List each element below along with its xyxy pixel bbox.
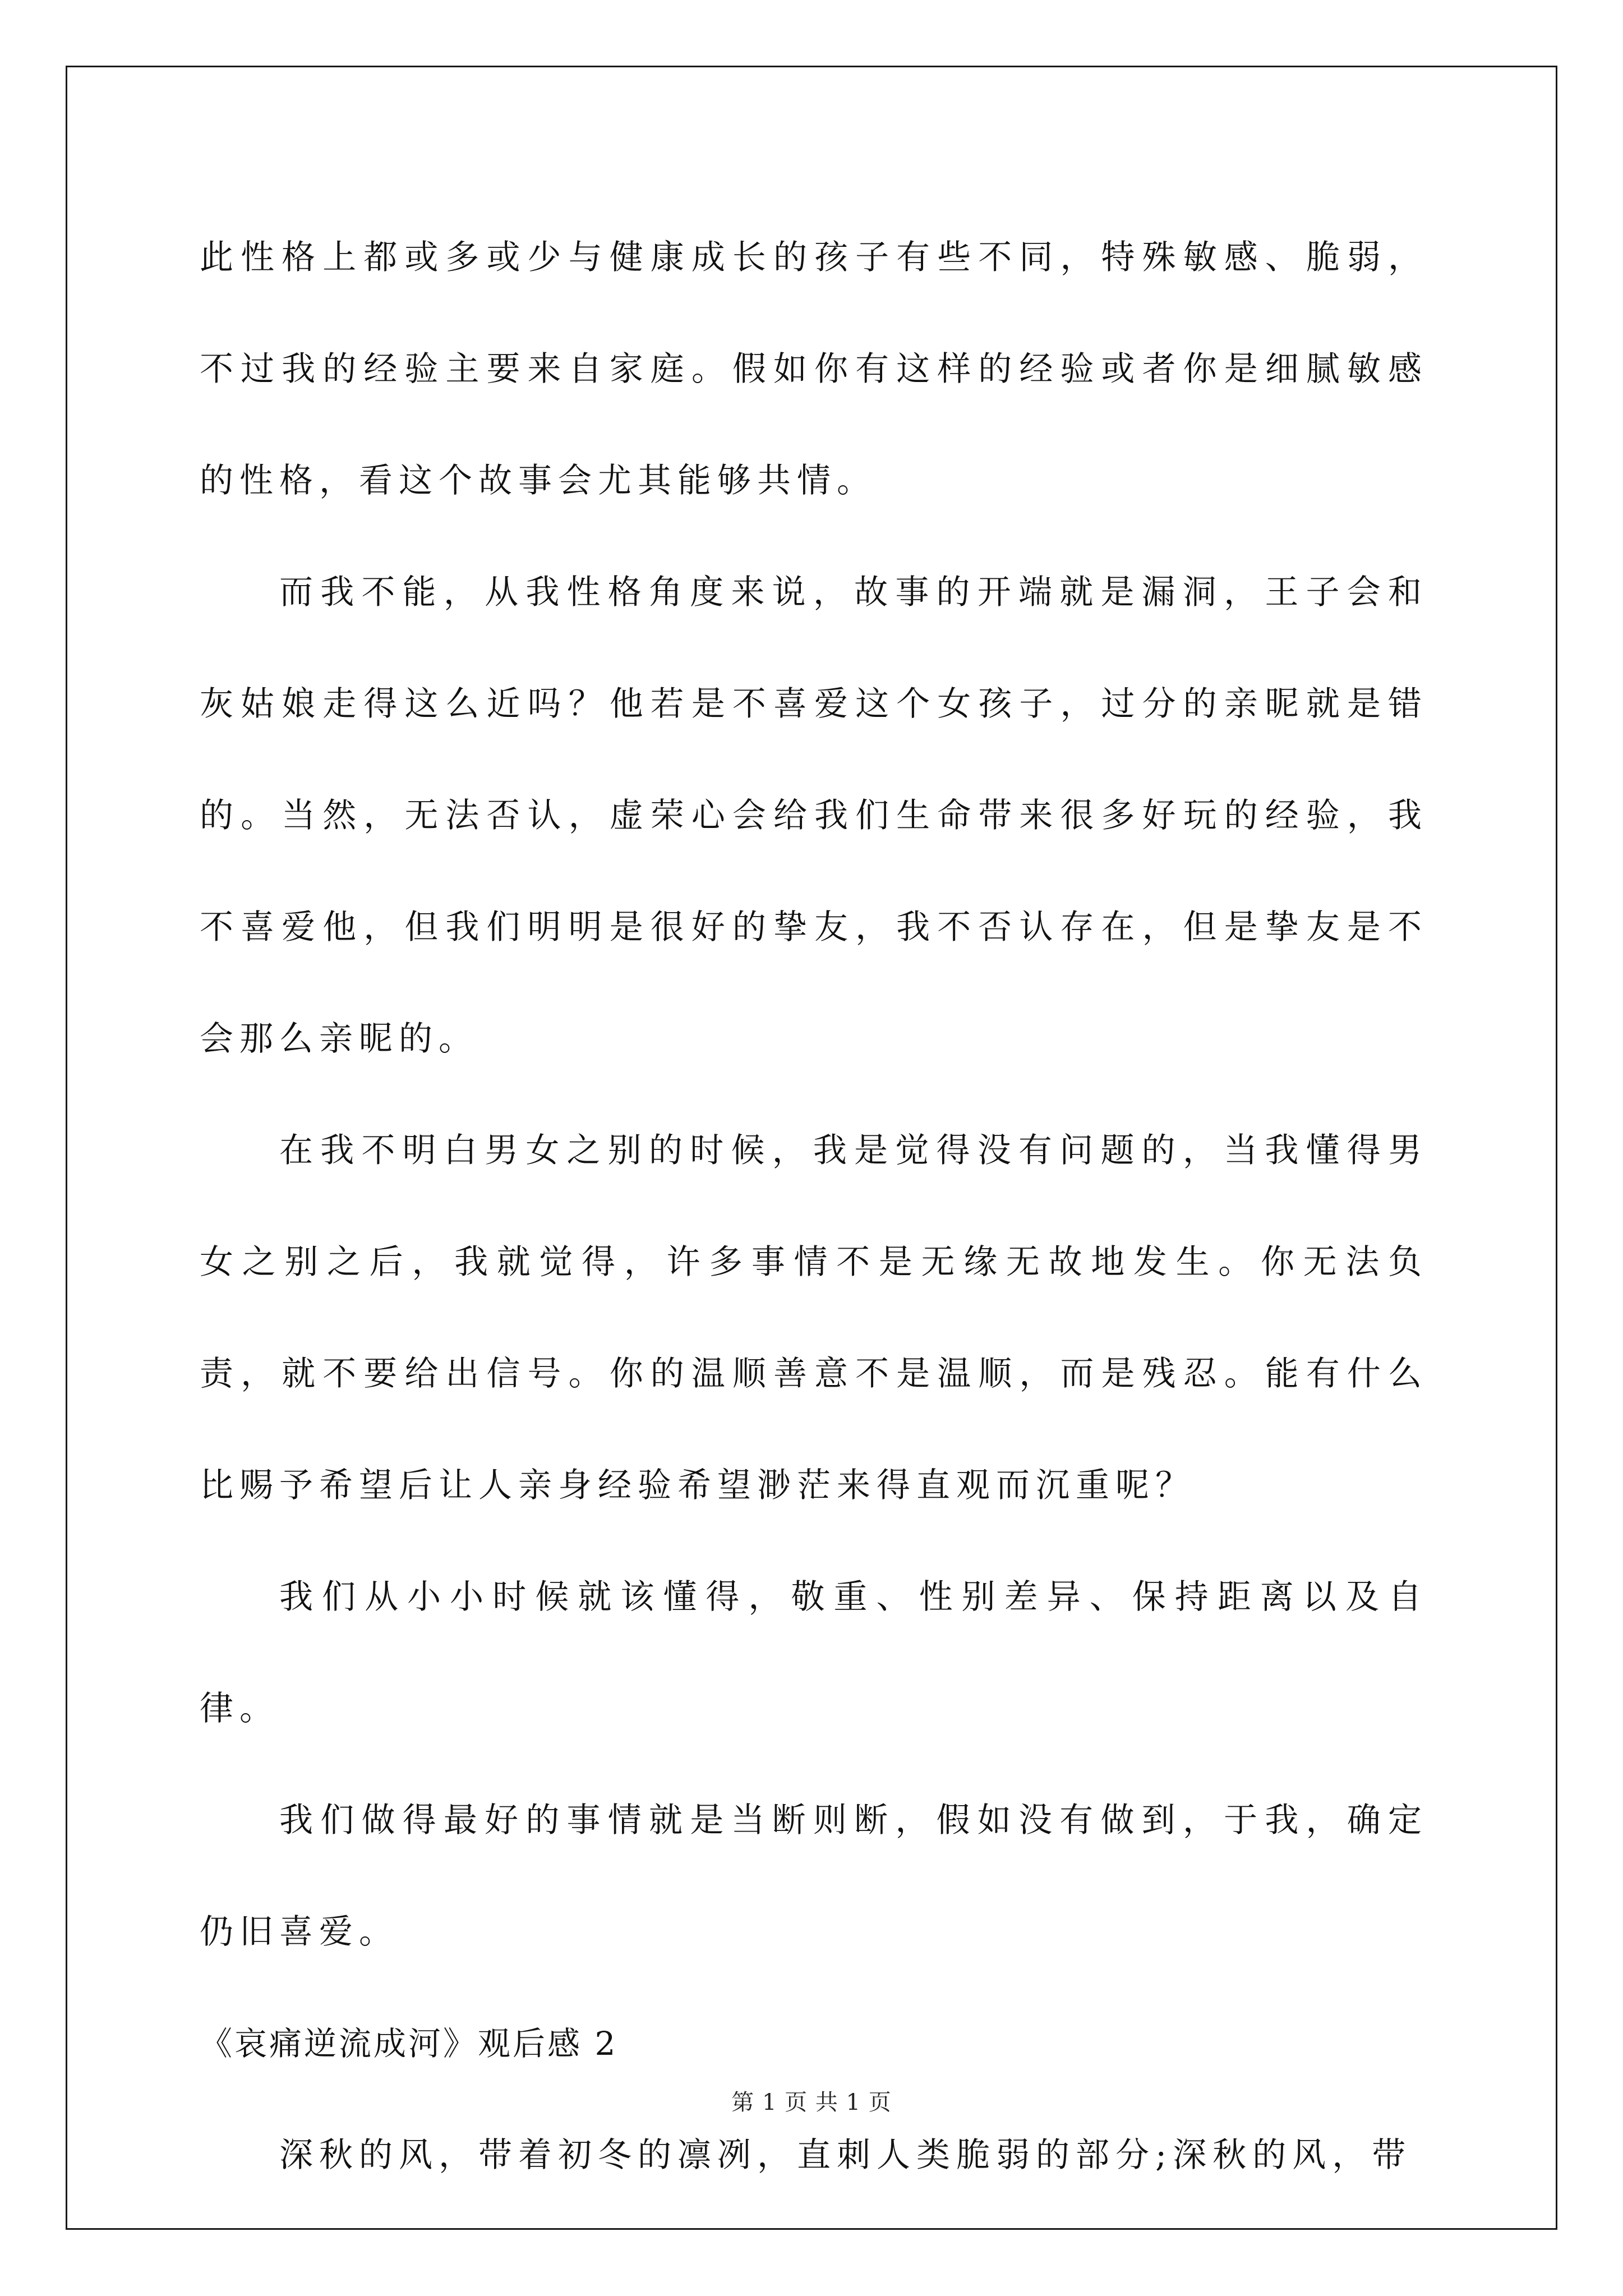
paragraph: 我们从小小时候就该懂得，敬重、性别差异、保持距离以及自律。 [200,1577,1428,1728]
document-body [200,202,1428,2211]
paragraph: 我们做得最好的事情就是当断则断，假如没有做到，于我，确定仍旧喜爱。 [200,1801,1428,1952]
section-title: 《哀痛逆流成河》观后感 2 [200,2024,618,2063]
paragraph: 在我不明白男女之别的时候，我是觉得没有问题的，当我懂得男女之别之后，我就觉得，许多事情不是无缘无故地发生。你无法负责，就不要给出信号。你的温顺善意不是温顺，而是残忍。能有什么比赐予希望后让人亲身经验希望渺茫来得直观而沉重呢？ [200,1131,1428,1505]
page-number-footer: 第 1 页 共 1 页 [731,2090,892,2115]
paragraph: 此性格上都或多或少与健康成长的孩子有些不同，特殊敏感、脆弱，不过我的经验主要来自家庭。假如你有这样的经验或者你是细腻敏感的性格，看这个故事会尤其能够共情。 [200,238,1428,500]
paragraph: 深秋的风，带着初冬的凛冽，直刺人类脆弱的部分;深秋的风，带 [279,2136,1412,2175]
paragraph: 而我不能，从我性格角度来说，故事的开端就是漏洞，王子会和灰姑娘走得这么近吗？他若是不喜爱这个女孩子，过分的亲昵就是错的。当然，无法否认，虚荣心会给我们生命带来很多好玩的经验，我不喜爱他，但我们明明是很好的挚友，我不否认存在，但是挚友是不会那么亲昵的。 [200,573,1428,1059]
